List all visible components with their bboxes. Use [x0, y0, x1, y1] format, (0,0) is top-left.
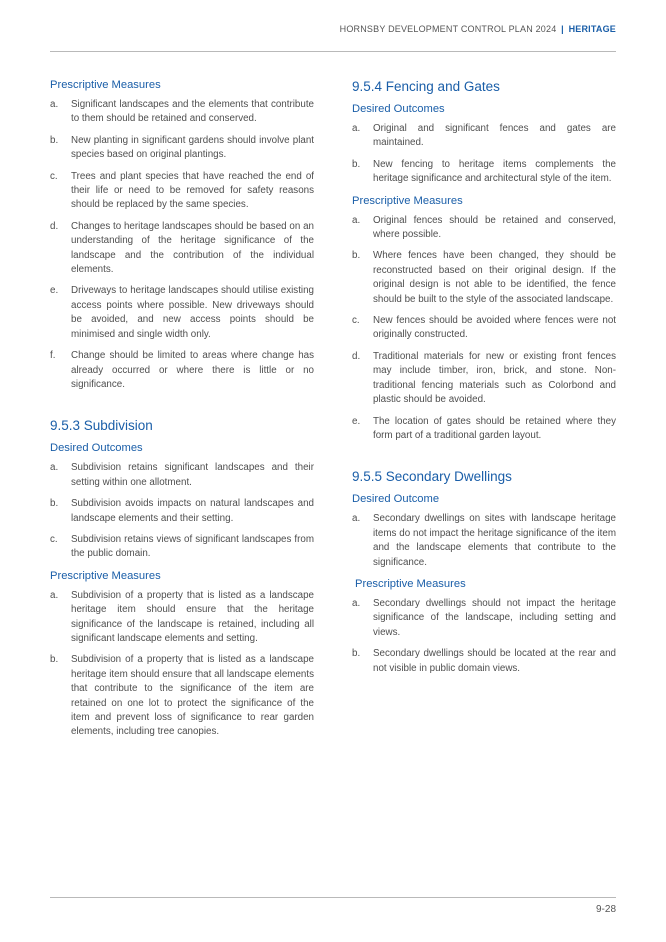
- section-title-secondary-dwellings: 9.5.5 Secondary Dwellings: [352, 469, 512, 485]
- list-item-text: Driveways to heritage landscapes should utilise existing access points where possible. New driveways should be avoided, and new access points should be minimised and single width only.: [71, 285, 314, 340]
- list-item-text: Subdivision avoids impacts on natural landscapes and landscape elements and their setting.: [71, 498, 314, 524]
- list-marker: a.: [352, 513, 361, 525]
- section-name: HERITAGE: [568, 24, 616, 34]
- desired-outcome-list: [352, 512, 616, 570]
- list-marker: b.: [352, 158, 361, 170]
- list-item: [50, 284, 314, 342]
- prescriptive-measures-list: [352, 597, 616, 676]
- list-item-text: Traditional materials for new or existing front fences may include timber, iron, brick, and stone. Non-traditional fencing materials such as Colorbond and plastic should be avoided.: [373, 350, 616, 406]
- list-item-text: Changes to heritage landscapes should be based on an understanding of the heritage significance of the landscape and the contribution of the individual elements.: [71, 220, 314, 276]
- list-item: [352, 647, 616, 676]
- list-item-text: Original fences should be retained and conserved, where possible.: [373, 214, 616, 241]
- list-marker: b.: [50, 654, 59, 666]
- list-item: [50, 98, 314, 127]
- prescriptive-measures-heading: Prescriptive Measures: [355, 577, 466, 590]
- list-marker: a.: [352, 123, 361, 134]
- section-title-subdivision: 9.5.3 Subdivision: [50, 418, 153, 434]
- list-item: [50, 170, 314, 213]
- list-item-text: Trees and plant species that have reached the end of their life or need to be removed for safety reasons should be replaced by the same species.: [71, 170, 314, 211]
- list-item-text: Original and significant fences and gates are maintained.: [373, 123, 616, 149]
- list-item: [352, 214, 616, 243]
- list-marker: a.: [352, 214, 361, 226]
- desired-outcome-heading: Desired Outcome: [352, 493, 440, 506]
- list-marker: a.: [50, 462, 59, 474]
- list-item-text: The location of gates should be retained where they form part of a traditional garden layout.: [373, 415, 616, 441]
- list-item-text: New fences should be avoided where fences were not originally constructed.: [373, 315, 616, 341]
- prescriptive-measures-heading: Prescriptive Measures: [352, 194, 463, 207]
- list-item: [352, 512, 616, 570]
- list-marker: a.: [352, 597, 361, 609]
- list-item: [352, 597, 616, 640]
- list-marker: a.: [50, 589, 59, 601]
- list-marker: e.: [352, 415, 361, 427]
- list-item: [50, 461, 314, 490]
- list-item-text: Change should be limited to areas where change has already occurred or where there is little or no significance.: [71, 350, 314, 390]
- list-marker: b.: [352, 648, 361, 660]
- list-item-text: Secondary dwellings should not impact the heritage significance of the landscape, including setting and views.: [373, 597, 616, 638]
- list-item-text: New planting in significant gardens should involve plant species based on original plantings.: [71, 134, 314, 161]
- header-divider: [50, 51, 616, 52]
- list-item: [50, 220, 314, 278]
- list-item-text: Subdivision retains significant landscapes and their setting within one allotment.: [71, 462, 314, 488]
- desired-outcomes-heading: Desired Outcomes: [50, 442, 143, 455]
- page-number: 9-28: [595, 904, 616, 915]
- list-item-text: Subdivision of a property that is listed as a landscape heritage item should ensure that all landscape elements that contribute to the significance of the item are retained on one lot to protect the significance of the item and prevent loss of significance to rear garden elements, including tree canopies.: [71, 654, 314, 738]
- list-marker: e.: [50, 285, 59, 297]
- list-item-text: Significant landscapes and the elements that contribute to them should be retained and conserved.: [71, 99, 314, 125]
- list-marker: c.: [50, 533, 58, 545]
- list-item: [50, 589, 314, 647]
- list-marker: a.: [50, 99, 59, 110]
- section-title-fencing-gates: 9.5.4 Fencing and Gates: [352, 79, 500, 94]
- list-item: [352, 249, 616, 307]
- list-item: [50, 653, 314, 739]
- list-marker: d.: [50, 220, 59, 232]
- list-item: [50, 497, 314, 526]
- right-column: [352, 78, 616, 683]
- header-separator: |: [561, 24, 564, 34]
- list-item-text: Subdivision of a property that is listed as a landscape heritage item should ensure that the heritage significance of the landscape is retained, including all significant landscape elements and setting.: [71, 589, 314, 644]
- desired-outcomes-list: [50, 461, 314, 561]
- document-title: HORNSBY DEVELOPMENT CONTROL PLAN 2024: [339, 24, 557, 34]
- list-item: [50, 349, 314, 392]
- prescriptive-measures-list: [50, 98, 314, 392]
- list-item: [352, 122, 616, 151]
- prescriptive-measures-list: [50, 589, 314, 740]
- list-item: [50, 533, 314, 562]
- running-header: [340, 24, 616, 34]
- left-column: [50, 78, 314, 747]
- list-marker: f.: [50, 350, 56, 362]
- list-marker: d.: [352, 350, 361, 362]
- list-item: [50, 134, 314, 163]
- list-item-text: New fencing to heritage items complements the heritage significance and architectural style of the item.: [373, 158, 616, 185]
- prescriptive-measures-heading: Prescriptive Measures: [50, 569, 161, 582]
- list-item-text: Where fences have been changed, they should be reconstructed based on their original design. If the original design is not able to be identified, the fence should be built to the style of the associated landscape.: [373, 250, 616, 305]
- desired-outcomes-list: [352, 122, 616, 187]
- list-item-text: Secondary dwellings should be located at the rear and not visible in public domain views.: [373, 648, 616, 674]
- prescriptive-measures-list: [352, 214, 616, 444]
- list-item: [352, 415, 616, 444]
- list-marker: c.: [352, 315, 360, 327]
- list-marker: b.: [352, 250, 361, 262]
- footer-divider: [50, 897, 616, 898]
- list-item-text: Secondary dwellings on sites with landscape heritage items do not impact the heritage significance of the item and the landscape elements that contribute to the significance.: [373, 513, 616, 568]
- list-item: [352, 158, 616, 187]
- list-marker: b.: [50, 134, 59, 146]
- list-item: [352, 350, 616, 408]
- list-item: [352, 314, 616, 343]
- list-marker: b.: [50, 498, 59, 510]
- list-item-text: Subdivision retains views of significant landscapes from the public domain.: [71, 533, 314, 560]
- prescriptive-measures-heading: Prescriptive Measures: [50, 79, 161, 91]
- desired-outcomes-heading: Desired Outcomes: [352, 103, 445, 115]
- list-marker: c.: [50, 170, 58, 182]
